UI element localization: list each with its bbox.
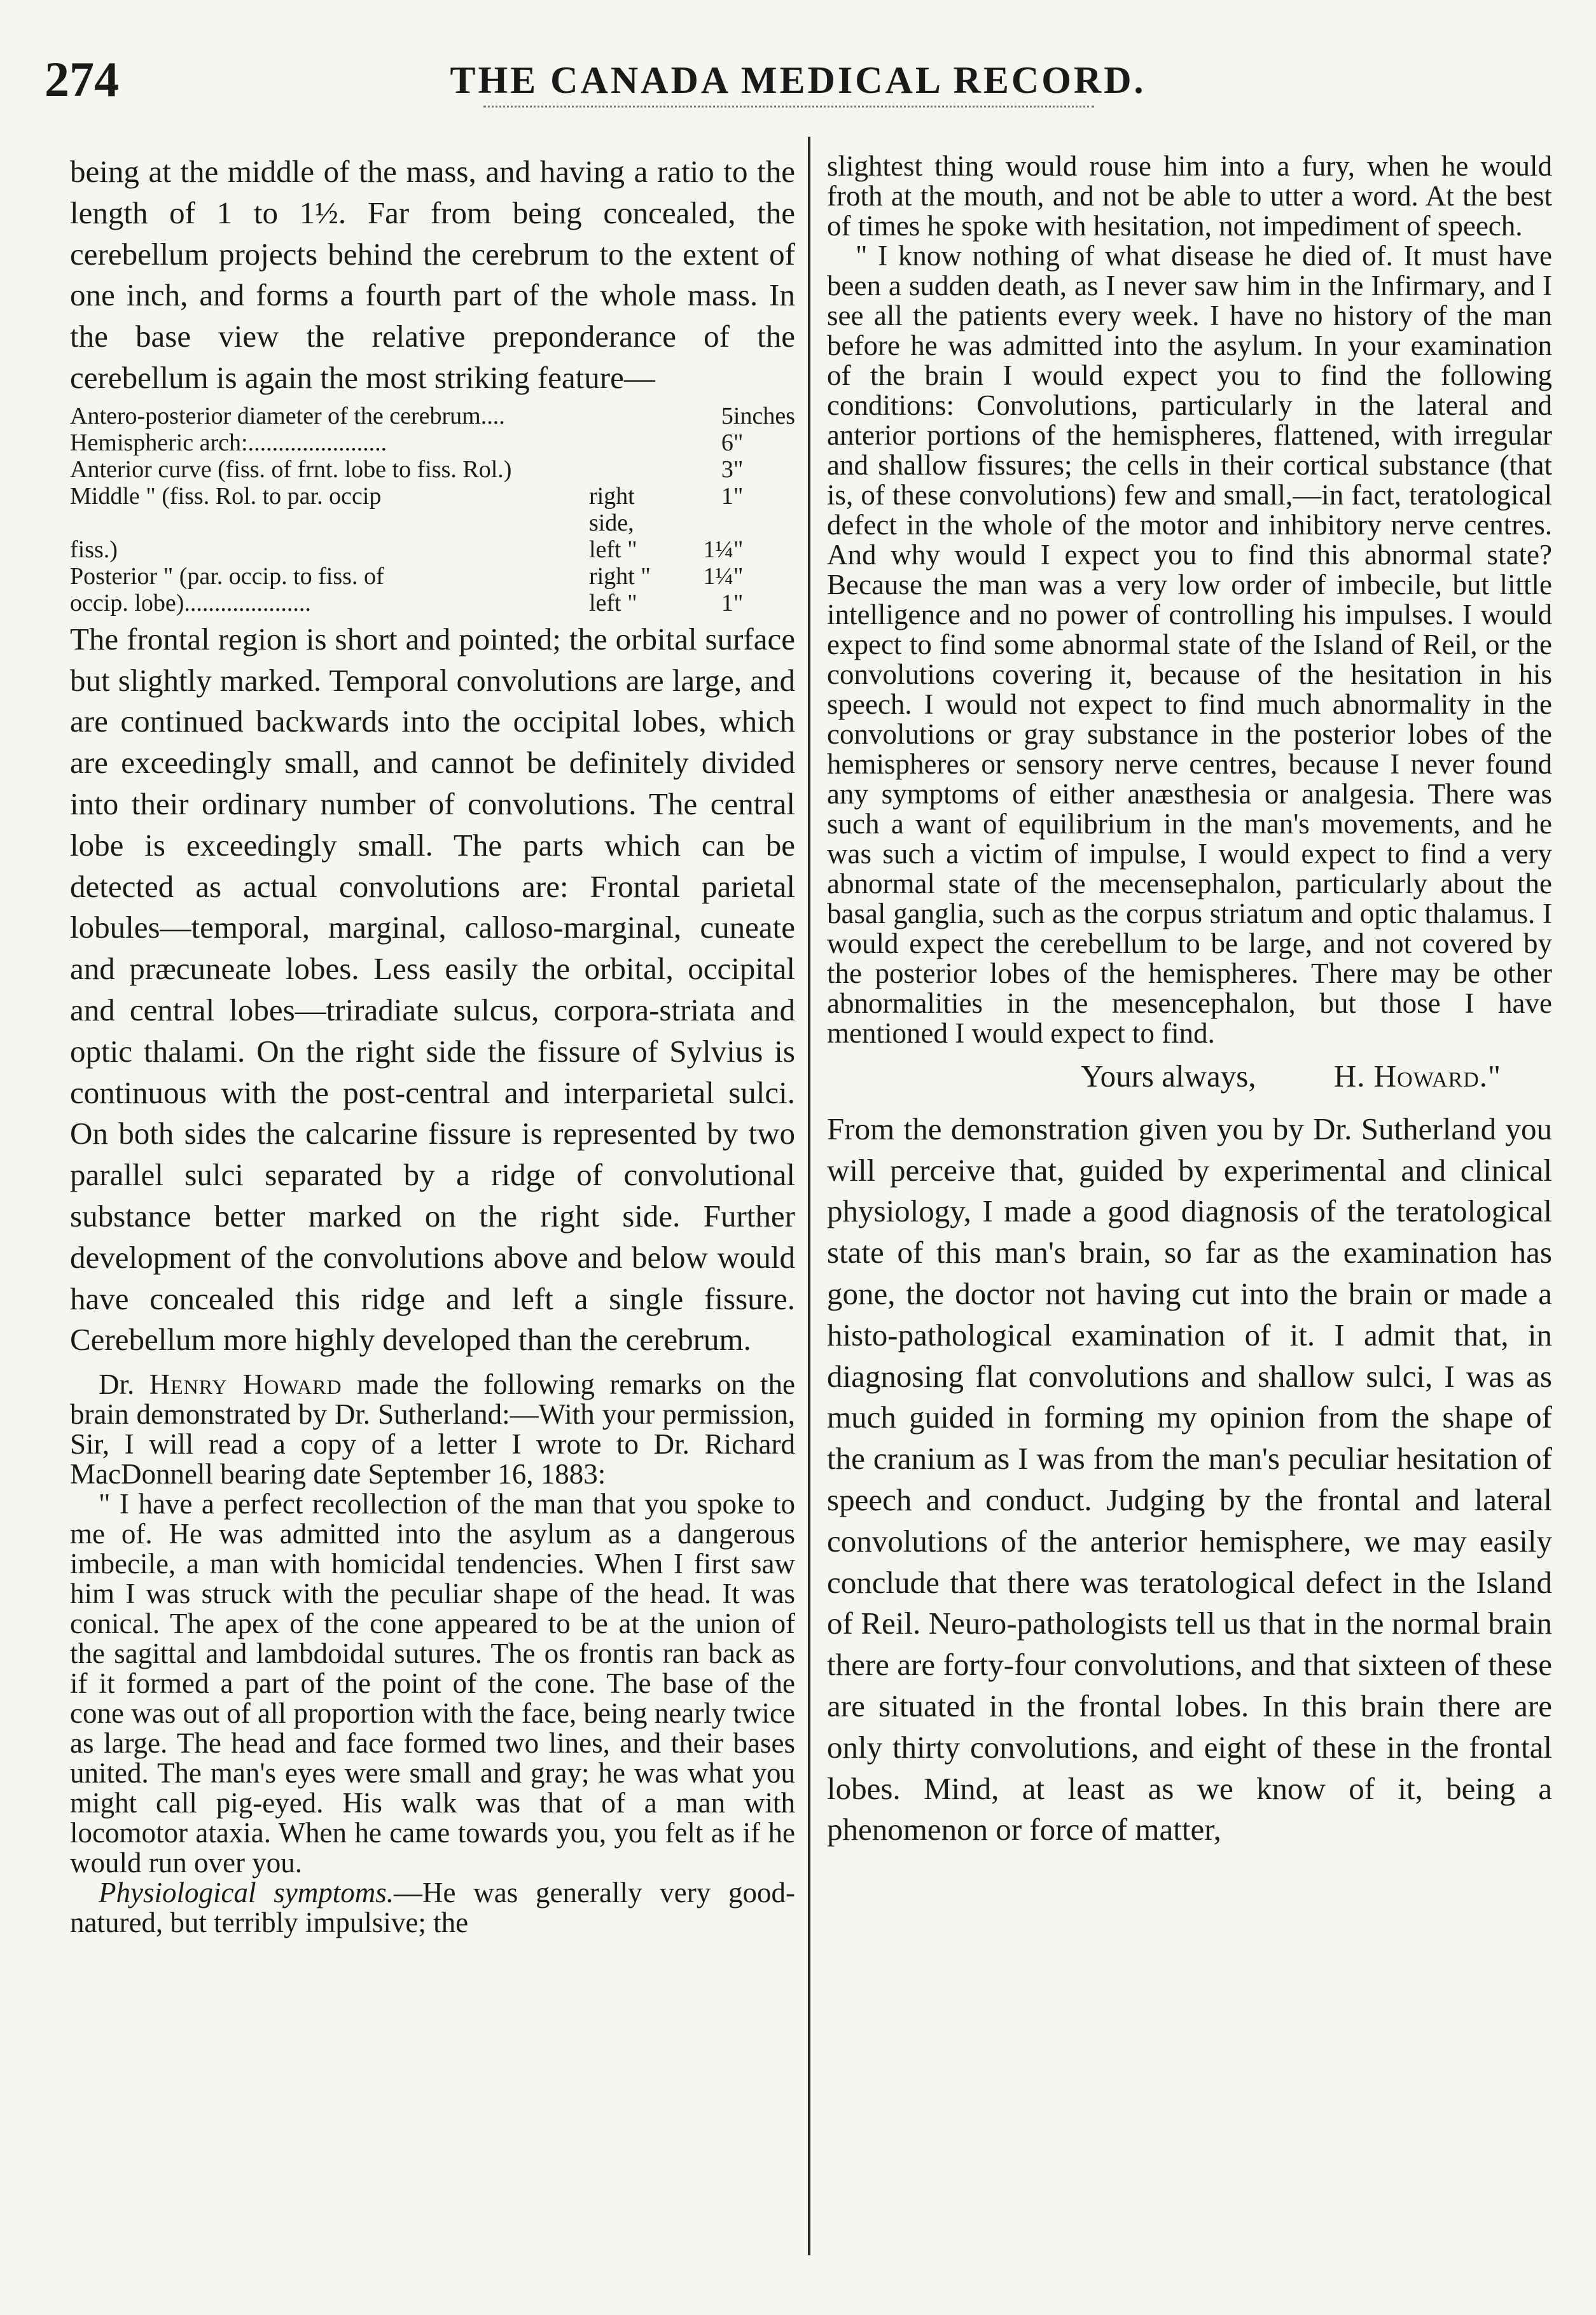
measurement-value: 5 — [721, 402, 733, 429]
measurement-unit: inches — [733, 402, 795, 429]
journal-title: THE CANADA MEDICAL RECORD. — [450, 59, 1146, 101]
paragraph: being at the middle of the mass, and having a ratio to the length of 1 to 1½. Far from being concealed, the cerebellum projects behind the cerebrum to the extent of one inch, and forms a fourth part of the whole mass. In the base view the relative preponderance of the cerebellum is again the most striking feature— — [70, 154, 795, 395]
speaker-name: Henry Howard — [149, 1368, 342, 1401]
paragraph: The frontal region is short and pointed; the orbital surface but slightly marked. Temporal convolutions are large, and are continued backwards into the occipital lobes, which are exceedingly small, and cannot be definitely divided into their ordinary number of convolutions. The central lobe is exceedingly small. The parts which can be detected as actual convolutions are: Frontal parietal lobules—temporal, marginal, calloso-marginal, cuneate and præcuneate lobes. Less easily the orbital, occipital and central lobes—triradiate sulcus, corpora-striata and optic thalami. On the right side the fissure of Sylvius is continuous with the post-central and interparietal sulci. On both sides the calcarine fissure is represented by two parallel sulci separated by a ridge of convolutional substance better marked on the right side. Further development of the convolutions above and below would have concealed this ridge and left a single fissure. Cerebellum more highly developed than the cerebrum. — [70, 621, 795, 1358]
measurement-unit: " — [733, 482, 744, 510]
paragraph: From the demonstration given you by Dr. Sutherland you will perceive that, guided by experimental and clinical physiology, I made a good diagnosis of the teratological state of this man's brain, so far as the examination has gone, the doctor not having cut into the brain or made a histo-pathological examination of it. I admit that, in diagnosing flat convolutions and shallow sulci, I was as much guided in forming my opinion from the shape of the cranium as I was from the man's peculiar hesitation of speech and conduct. Judging by the frontal and lateral convolutions of the anterior hemisphere, we may easily conclude that there was teratological defect in the Island of Reil. Neuro-pathologists tell us that in the normal brain there are forty-four convolutions, and that sixteen of these are situated in the frontal lobes. In this brain there are only thirty convolutions, and eight of these in the frontal lobes. Mind, at least as we know of it, being a phenomenon or force of matter, — [827, 1111, 1552, 1847]
measurement-value: 1¼ — [703, 536, 733, 563]
measurement-unit: " — [733, 589, 744, 616]
measurement-label: fiss.) — [70, 536, 118, 563]
measurement-row — [70, 403, 795, 429]
text-run: made the following remarks on the brain demonstrated by Dr. Sutherland:—With your permission, Sir, I will read a copy of a letter I wrote to Dr. Richard MacDonnell bearing date September 16, 1883: — [70, 1368, 795, 1491]
closing: Yours always, — [1081, 1059, 1256, 1094]
measurement-value: 1 — [721, 589, 733, 616]
letter-paragraph: " I have a perfect recollection of the man that you spoke to me of. He was admitted into the asylum as a dangerous imbecile, a man with homicidal tendencies. When I first saw him I was struck with the peculiar shape of the head. It was conical. The apex of the cone appeared to be at the union of the sagittal and lambdoidal sutures. The os frontis ran back as if it formed a part of the point of the cone. The base of the cone was out of all proportion with the face, being nearly twice as large. The head and face formed two lines, and their bases united. The man's eyes were small and gray; he was what you might call pig-eyed. His walk was that of a man with locomotor ataxia. When he came towards you, you felt as if he would run over you. — [70, 1488, 795, 1879]
measurement-side: left " — [588, 536, 637, 563]
measurement-label: Antero-posterior diameter of the cerebrum.... — [70, 402, 505, 429]
measurement-row — [70, 483, 795, 536]
measurement-unit: " — [733, 536, 744, 563]
measurement-value: 3 — [721, 455, 733, 483]
measurement-unit: " — [733, 562, 744, 590]
measurement-row — [70, 429, 795, 456]
signature-name: H. Howard." — [1333, 1059, 1501, 1094]
measurement-value: 1 — [721, 482, 733, 510]
measurement-value: 1¼ — [703, 562, 733, 590]
italic-heading: Physiological symptoms. — [99, 1877, 394, 1909]
measurements-table — [70, 403, 795, 616]
measurement-label: Hemispheric arch:....................... — [70, 429, 387, 456]
page-number: 274 — [45, 52, 119, 107]
measurement-unit: " — [733, 429, 744, 456]
measurement-row — [70, 590, 795, 616]
paragraph: slightest thing would rouse him into a fury, when he would froth at the mouth, and not be able to utter a word. At the best of times he spoke with hesitation, not impediment of speech. — [827, 150, 1552, 242]
text-run: —He was generally very good-natured, but terribly impulsive; the — [70, 1877, 795, 1939]
paragraph — [70, 1370, 795, 1489]
paragraph — [70, 1878, 795, 1938]
measurement-label: occip. lobe)..................... — [70, 589, 311, 616]
header-rule — [483, 106, 1094, 108]
measurement-side — [589, 456, 676, 483]
measurement-row — [70, 563, 795, 590]
measurement-label: Posterior " (par. occip. to fiss. of — [70, 562, 384, 590]
letter-signature — [827, 1056, 1552, 1097]
measurement-row — [70, 536, 795, 563]
column-divider — [808, 137, 810, 2255]
left-column — [70, 151, 795, 1938]
measurement-row — [70, 456, 795, 483]
measurement-label: Middle " (fiss. Rol. to par. occip — [70, 482, 382, 510]
right-column — [827, 151, 1552, 1851]
measurement-label: Anterior curve (fiss. of frnt. lobe to fiss. Rol.) — [70, 455, 512, 483]
measurement-side: left " — [588, 589, 637, 616]
measurement-side: right " — [588, 562, 651, 590]
measurement-side — [589, 429, 676, 456]
letter-paragraph: " I know nothing of what disease he died of. It must have been a sudden death, as I never saw him in the Infirmary, and I see all the patients every week. I have no history of the man before he was admitted into the asylum. In your examination of the brain I would expect you to find the following conditions: Convolutions, particularly in the lateral and anterior portions of the hemispheres, flattened, with irregular and shallow fissures; the cells in their cortical substance (that is, of these convolutions) few and small,—in fact, teratological defect in the whole of the motor and inhibitory nerve centres. And why would I expect you to find this abnormal state? Because the man was a very low order of imbecile, but little intelligence and no power of controlling his impulses. I would expect to find some abnormal state of the Island of Reil, or the convolutions covering it, because of the hesitation in his speech. I would not expect to find much abnormality in the convolutions or gray substance in the posterior lobes of the hemispheres or sensory nerve centres, because I never found any symptoms of either anæsthesia or analgesia. There was such a want of equilibrium in the man's movements, and he was such a victim of impulse, I would expect to find a very abnormal state of the mecensephalon, particularly about the basal ganglia, such as the corpus striatum and optic thalamus. I would expect the cerebellum to be large, and not covered by the posterior lobes of the hemispheres. There may be other abnormalities in the mesencephalon, but those I have mentioned I would expect to find. — [827, 240, 1552, 1049]
measurement-unit: " — [733, 455, 744, 483]
text-run: Dr. — [99, 1368, 149, 1401]
measurement-side — [589, 403, 676, 429]
measurement-value: 6 — [721, 429, 733, 456]
measurement-side: right side, — [588, 482, 635, 536]
page-header — [38, 45, 1558, 115]
